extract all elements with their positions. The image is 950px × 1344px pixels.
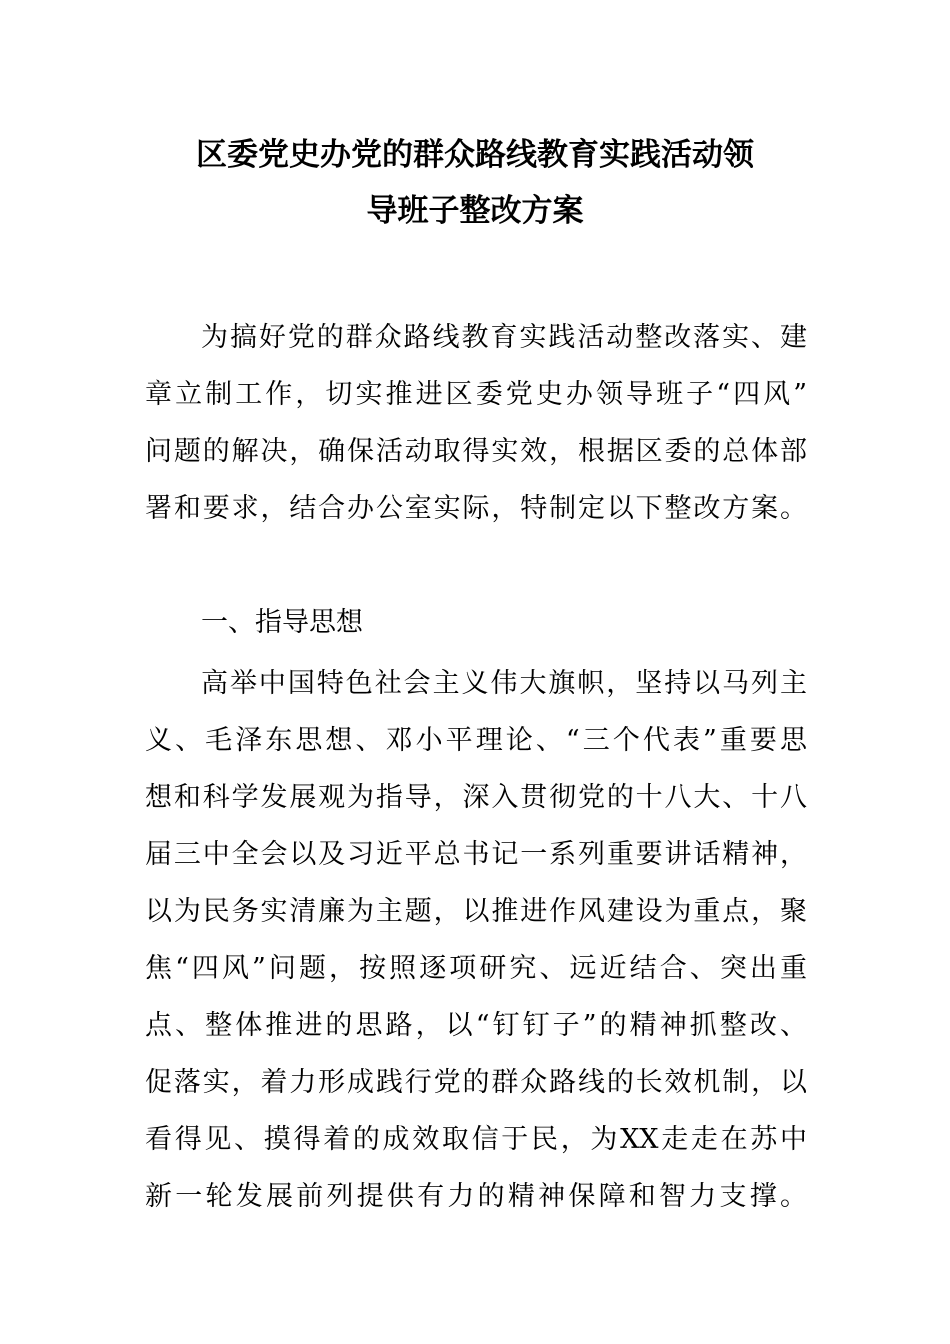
section1-paragraph-line-4: 届三中全会以及习近平总书记一系列重要讲话精神， — [145, 839, 807, 870]
section1-paragraph-line-8: 促落实，着力形成践行党的群众路线的长效机制，以 — [145, 1067, 807, 1098]
section1-paragraph-line-6: 焦“四风”问题，按照逐项研究、远近结合、突出重 — [145, 953, 807, 984]
section1-paragraph-line-2: 义、毛泽东思想、邓小平理论、“三个代表”重要思 — [145, 725, 807, 756]
section1-paragraph-line-3: 想和科学发展观为指导，深入贯彻党的十八大、十八 — [145, 782, 807, 813]
document-title-line-1: 区委党史办党的群众路线教育实践活动领 — [196, 137, 754, 173]
intro-paragraph-line-2: 章立制工作，切实推进区委党史办领导班子“四风” — [145, 379, 807, 410]
document-title-line-2: 导班子整改方案 — [366, 193, 584, 229]
intro-paragraph-line-4: 署和要求，结合办公室实际，特制定以下整改方案。 — [145, 493, 807, 524]
intro-paragraph-line-1: 为搞好党的群众路线教育实践活动整改落实、建 — [201, 322, 807, 353]
section1-paragraph-line-9: 看得见、摸得着的成效取信于民，为XX走走在苏中 — [145, 1124, 807, 1155]
intro-paragraph-line-3: 问题的解决，确保活动取得实效，根据区委的总体部 — [145, 436, 807, 467]
section1-paragraph-line-5: 以为民务实清廉为主题，以推进作风建设为重点，聚 — [145, 896, 807, 927]
section1-paragraph-line-7: 点、整体推进的思路，以“钉钉子”的精神抓整改、 — [145, 1010, 807, 1041]
section-heading-guiding-ideology: 一、指导思想 — [201, 607, 363, 638]
section1-paragraph-line-1: 高举中国特色社会主义伟大旗帜，坚持以马列主 — [201, 668, 807, 699]
section1-paragraph-line-10: 新一轮发展前列提供有力的精神保障和智力支撑。 — [145, 1181, 807, 1212]
